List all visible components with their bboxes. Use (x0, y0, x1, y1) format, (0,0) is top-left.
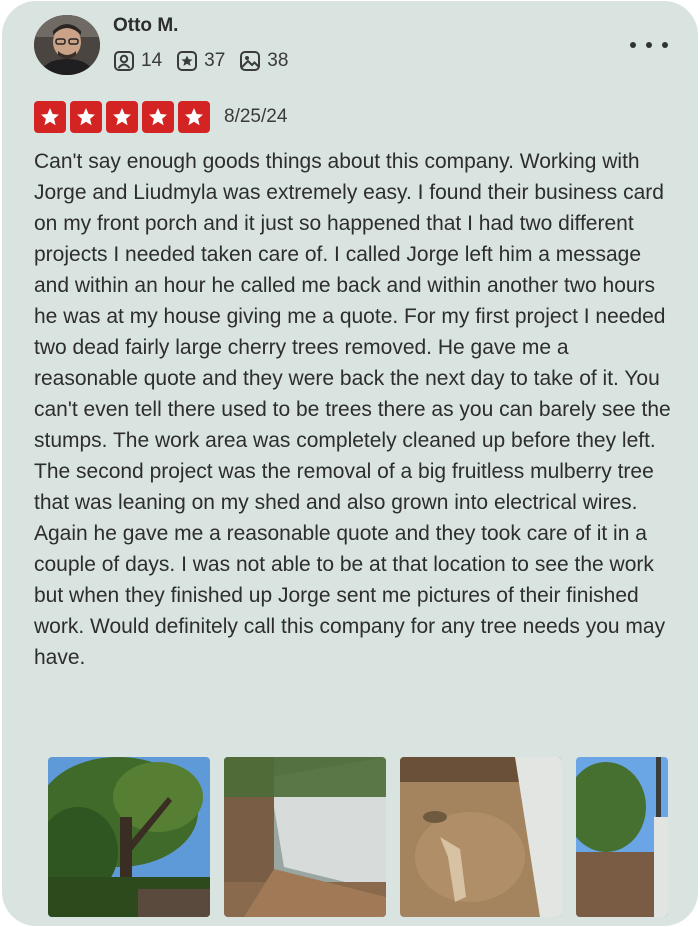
side-yard-photo[interactable] (224, 757, 386, 917)
avatar[interactable] (34, 15, 100, 75)
star-rating (34, 101, 214, 133)
star-icon (142, 101, 174, 133)
star-icon (106, 101, 138, 133)
tree-canopy-photo[interactable] (48, 757, 210, 917)
reviews-count: 37 (204, 50, 226, 71)
review-card (2, 1, 698, 926)
review-text: Can't say enough goods things about this company. Working with Jorge and Liudmyla was extremely easy. I found their business card on my front porch and it just so happened that I had two different projects I needed taken care of. I called Jorge left him a message and within an hour he called me back and within another two hours he was at my house giving me a quote. For my first project I needed two dead fairly large cherry trees removed. He gave me a reasonable quote and they were back the next day to take of it. You can't even tell there used to be trees there as you can barely see the stumps. The work area was completely cleaned up before they left. The second project was the removal of a big fruitless mulberry tree that was leaning on my shed and also grown into electrical wires. Again he gave me a reasonable quote and they took care of it in a couple of days. I was not able to be at that location to see the work but when they finished up Jorge sent me pictures of their finished work. Would definitely call this company for any tree needs you may have. (34, 150, 671, 669)
review-date: 8/25/24 (224, 106, 288, 127)
reviews-star-icon (176, 50, 198, 72)
reviewer-stats (113, 50, 302, 72)
friends-stat (113, 50, 162, 72)
photo-strip[interactable] (48, 757, 698, 917)
star-icon (34, 101, 66, 133)
more-options-icon[interactable] (630, 33, 668, 57)
reviews-stat (176, 50, 225, 72)
star-icon (178, 101, 210, 133)
photos-icon (239, 50, 261, 72)
friends-count: 14 (141, 50, 163, 71)
photos-stat (239, 50, 288, 72)
reviewer-name[interactable]: Otto M. (113, 15, 179, 36)
photos-count: 38 (267, 50, 289, 71)
stump-area-photo[interactable] (400, 757, 562, 917)
star-icon (70, 101, 102, 133)
fence-wires-photo[interactable] (576, 757, 668, 917)
friends-icon (113, 50, 135, 72)
